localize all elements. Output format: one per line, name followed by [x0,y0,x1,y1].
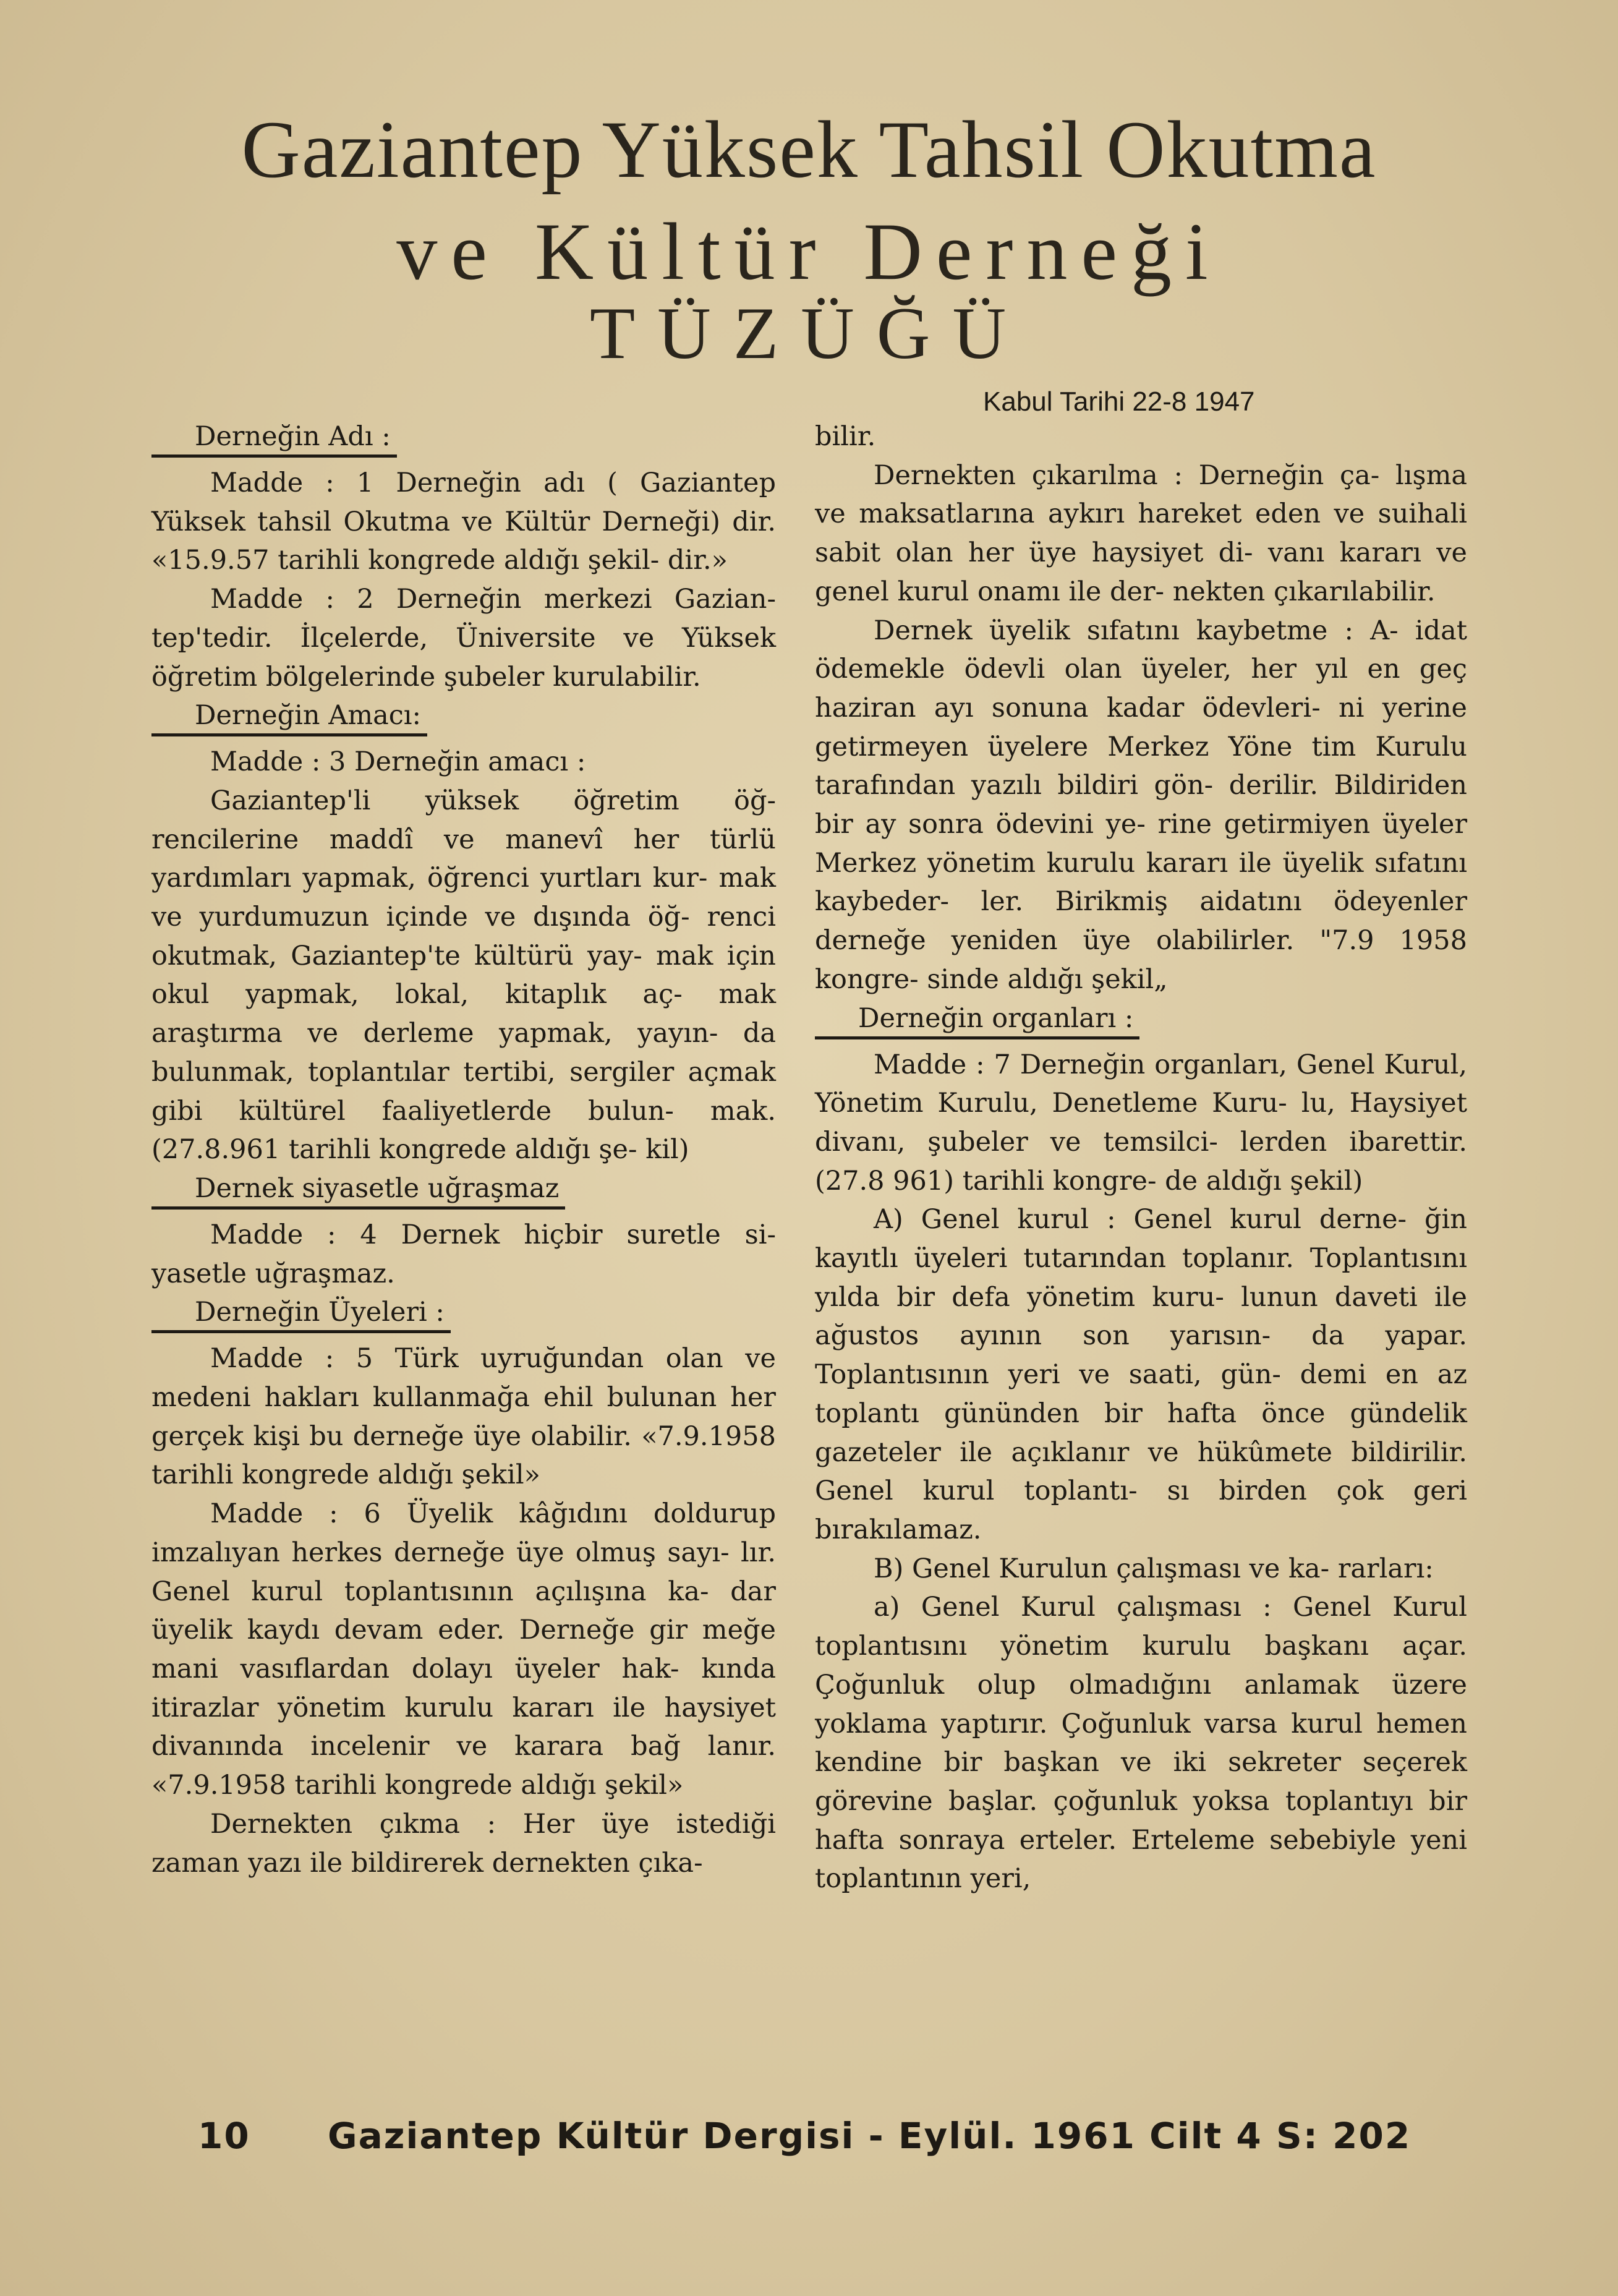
article-paragraph: Madde : 6 Üyelik kâğıdını doldurup imzalıyan herkes derneğe üye olmuş sayı- lır. Genel kurul toplantısının açılışına ka- dar üyelik kaydı devam eder. Derneğe gir meğe mani vasıflardan dolayı üyeler hak- kında itirazlar yönetim kurulu kararı ile haysiyet divanında incelenir ve karara bağ lanır. «7.9.1958 tarihli kongrede aldığı şekil» [151,1498,776,1801]
section-heading: Derneğin organları : [815,1001,1139,1039]
section-heading: Derneğin Adı : [151,419,397,458]
article-paragraph: Dernekten çıkma : Her üye istediği zaman yazı ile bildirerek dernekten çıka- [151,1808,776,1879]
section-heading-wrap [151,1169,776,1216]
article-paragraph: B) Genel Kurulun çalışması ve ka- rarları: [874,1553,1434,1584]
article-paragraph: A) Genel kurul : Genel kurul derne- ğin kayıtlı üyeleri tutarından toplanır. Toplantısını yılda bir defa yönetim kuru- lunun daveti ile ağustos ayının son yarısın- da yapar. Toplantısının yeri ve saati, gün- demi en az toplantı gününden bir hafta önce gündelik gazeteler ile açıklanır ve hükûmete bildirilir. Genel kurul toplantı- sı birden çok geri bırakılamaz. [815,1204,1467,1545]
article-paragraph: Madde : 4 Dernek hiçbir suretle si- yasetle uğraşmaz. [151,1219,776,1289]
section-heading: Dernek siyasetle uğraşmaz [151,1171,565,1210]
article-paragraph: a) Genel Kurul çalışması : Genel Kurul toplantısını yönetim kurulu başkanı açar. Çoğunluk olup olmadığını anlamak üzere yoklama yaptırır. Çoğunluk varsa kurul hemen kendine bir başkan ve iki sekreter seçerek görevine başlar. çoğunluk yoksa toplantıyı bir hafta sonraya erteler. Erteleme sebebiyle yeni toplantının yeri, [815,1592,1467,1895]
article-paragraph: Madde : 5 Türk uyruğundan olan ve medeni hakları kullanmağa ehil bulunan her gerçek kişi bu derneğe üye olabilir. «7.9.1958 tarihli kongrede aldığı şekil» [151,1343,776,1491]
article-paragraph: Madde : 7 Derneğin organları, Genel Kurul, Yönetim Kurulu, Denetleme Kuru- lu, Haysiyet divanı, şubeler ve temsilci- lerden ibarettir. (27.8 961) tarihli kongre- de aldığı şekil) [815,1049,1467,1197]
page-number: 10 [198,2115,250,2157]
title-line-1: Gaziantep Yüksek Tahsil Okutma [241,104,1377,195]
footer-text: Gaziantep Kültür Dergisi - Eylül. 1961 Cilt 4 S: 202 [328,2115,1411,2157]
article-paragraph: Gaziantep'li yüksek öğretim öğ- rencilerine maddî ve manevî her türlü yardımları yapmak, öğrenci yurtları kur- mak ve yurdumuzun içinde ve dışında öğ- renci okutmak, Gaziantep'te kültürü yay- mak için okul yapmak, lokal, kitaplık aç- mak araştırma ve derleme yapmak, yayın- da bulunmak, toplantılar tertibi, sergiler açmak gibi kültürel faaliyetlerde bulun- mak. (27.8.961 tarihli kongrede aldığı şe- kil) [151,785,776,1166]
section-heading-wrap [151,417,776,464]
continued-text: bilir. [815,421,876,452]
article-paragraph: Madde : 1 Derneğin adı ( Gaziantep Yüksek tahsil Okutma ve Kültür Derneği) dir. «15.9.57 tarihli kongrede aldığı şekil- dir.» [151,467,776,576]
page-footer [198,2115,1447,2157]
right-column [815,417,1467,1898]
section-heading: Derneğin Amacı: [151,698,427,736]
article-paragraph: Madde : 3 Derneğin amacı : [210,746,586,778]
article-paragraph: Dernek üyelik sıfatını kaybetme : A- idat ödemekle ödevli olan üyeler, her yıl en geç haziran ayı sonuna kadar ödevleri- ni yerine getirmeyen üyelere Merkez Yöne tim Kurulu tarafından yazılı bildiri gön- derilir. Bildiriden bir ay sonra ödevini ye- rine getirmiyen üyeler Merkez yönetim kurulu kararı ile üyelik sıfatını kaybeder- ler. Birikmiş aidatını ödeyenler derneğe yeniden üye olabilirler. "7.9 1958 kongre- sinde aldığı şekil„ [815,615,1467,995]
section-heading: Derneğin Üyeleri : [151,1294,451,1333]
article-paragraph: Madde : 2 Derneğin merkezi Gazian- tep'tedir. İlçelerde, Üniversite ve Yüksek öğretim bölgelerinde şubeler kurulabilir. [151,584,776,693]
section-heading-wrap [151,696,776,743]
article-paragraph: Dernekten çıkarılma : Derneğin ça- lışma ve maksatlarına aykırı hareket eden ve suihali sabit olan her üye haysiyet di- vanı kararı ve genel kurul onamı ile der- nekten çıkarılabilir. [815,459,1467,607]
title-line-2: ve Kültür Derneği [396,206,1222,297]
section-heading-wrap [815,999,1467,1046]
section-heading-wrap [151,1293,776,1339]
acceptance-date: Kabul Tarihi 22-8 1947 [983,386,1255,417]
title-line-3: TÜZÜĞÜ [589,292,1029,374]
left-column [151,417,776,1882]
